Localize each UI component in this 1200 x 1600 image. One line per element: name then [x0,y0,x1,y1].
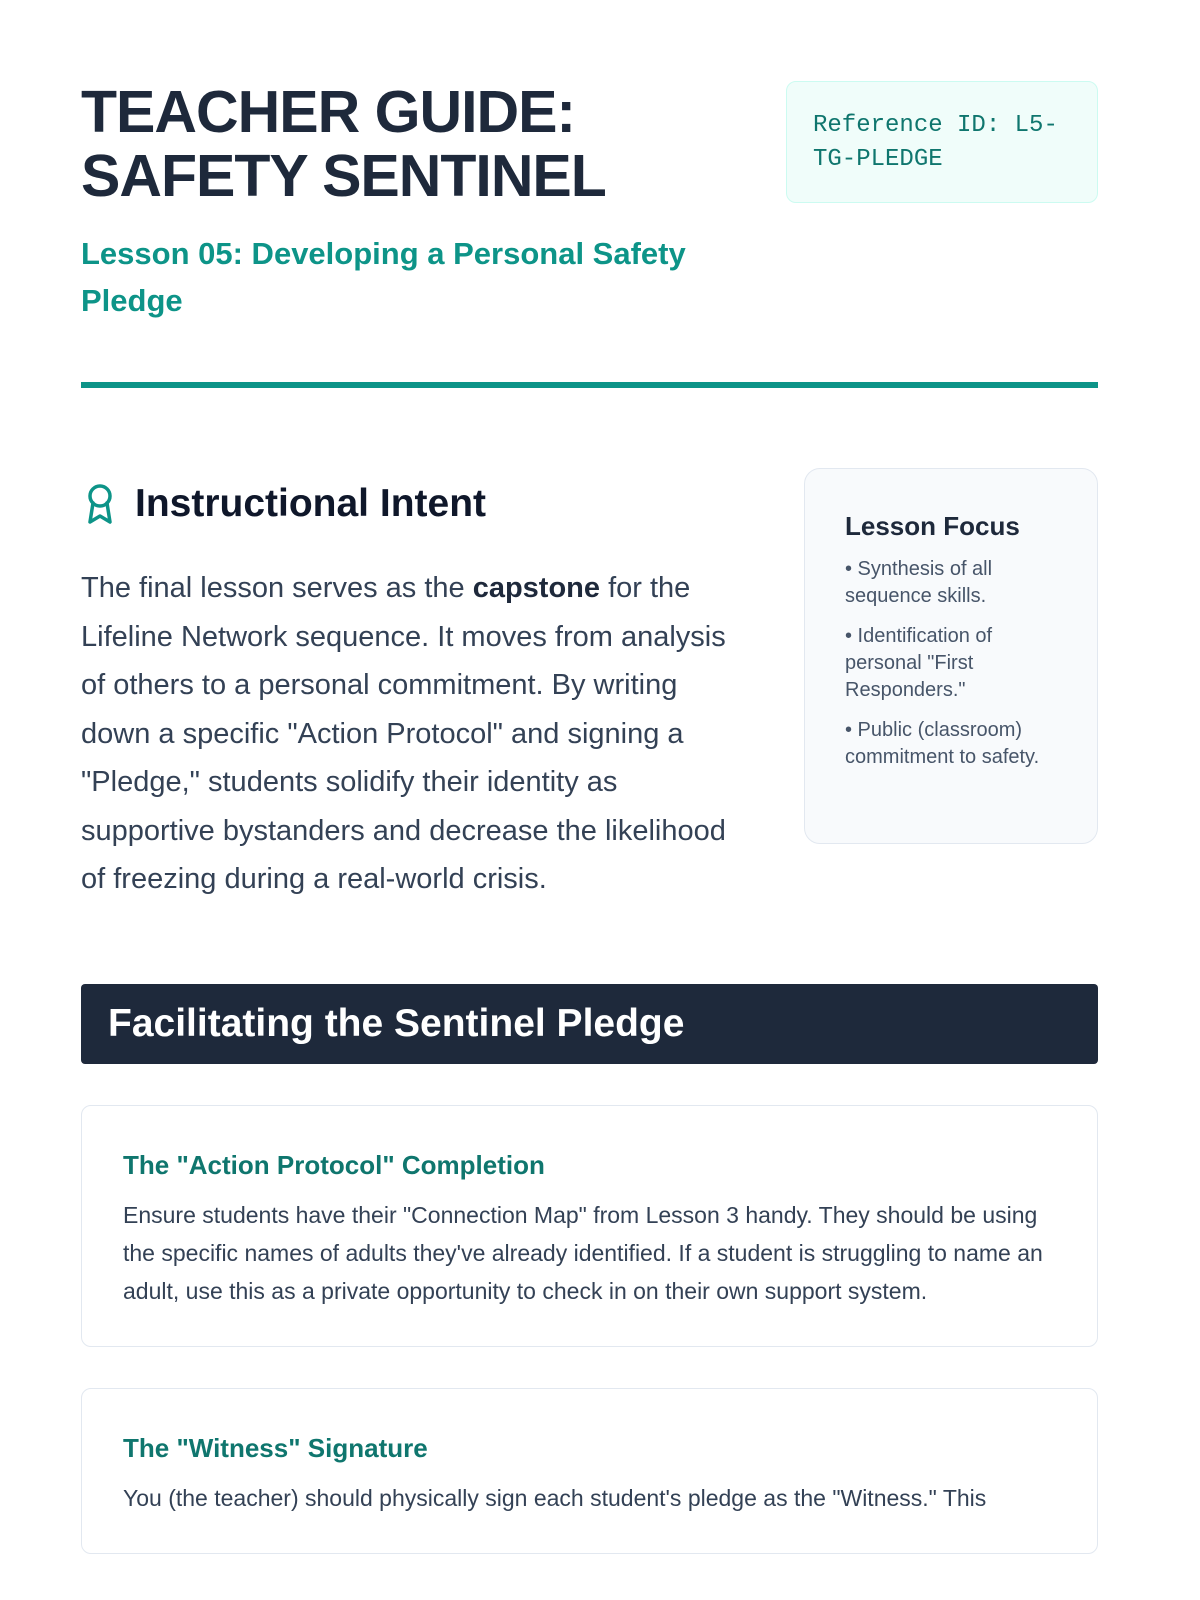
intent-body-start: The final lesson serves as the [81,572,473,604]
card-title: The "Witness" Signature [123,1432,428,1463]
lesson-focus-item: • Synthesis of all sequence skills. [845,558,993,607]
header [81,0,1098,324]
lesson-focus-list [845,556,1057,771]
guidance-card-action-protocol [81,1105,1098,1347]
lesson-focus-title: Lesson Focus [845,511,1020,541]
intent-heading-text: Instructional Intent [135,482,486,525]
award-ribbon-icon [81,482,119,526]
intent-body-emphasis: capstone [472,572,601,604]
intent-body [81,564,741,904]
lesson-focus-box [804,468,1098,844]
page-title-line-1: TEACHER GUIDE: [81,79,576,145]
intent-section [81,468,1098,904]
page-title-line-2: SAFETY SENTINEL [81,143,606,209]
card-body: You (the teacher) should physically sign each student's pledge as the "Witness." This [123,1484,987,1511]
lesson-focus-item: • Identification of personal "First Responders." [845,625,993,701]
lesson-subtitle: Lesson 05: Developing a Personal Safety Pledge [81,236,686,318]
intent-heading [81,476,741,532]
intent-main [81,468,741,904]
intent-body-end: for the Lifeline Network sequence. It moves from analysis of others to a personal commitment. By writing down a specific "Action Protocol" and signing a "Pledge," students solidify their identity as supportive bystanders and decrease the likelihood of freezing during a real-world crisis. [81,572,726,895]
header-divider [81,382,1098,388]
card-body: Ensure students have their "Connection Map" from Lesson 3 handy. They should be using the specific names of adults they've already identified. If a student is struggling to name an adult, use this as a private opportunity to check in on their own support system. [123,1201,1043,1304]
title-block [81,80,781,324]
card-title: The "Action Protocol" Completion [123,1149,545,1180]
reference-id-box: Reference ID: L5-TG-PLEDGE [786,81,1098,203]
guidance-card-witness-signature [81,1388,1098,1554]
section-banner-title: Facilitating the Sentinel Pledge [108,1001,685,1045]
page-title [81,80,781,208]
lesson-focus-item: • Public (classroom) commitment to safety. [845,719,1040,768]
section-banner [81,984,1098,1064]
